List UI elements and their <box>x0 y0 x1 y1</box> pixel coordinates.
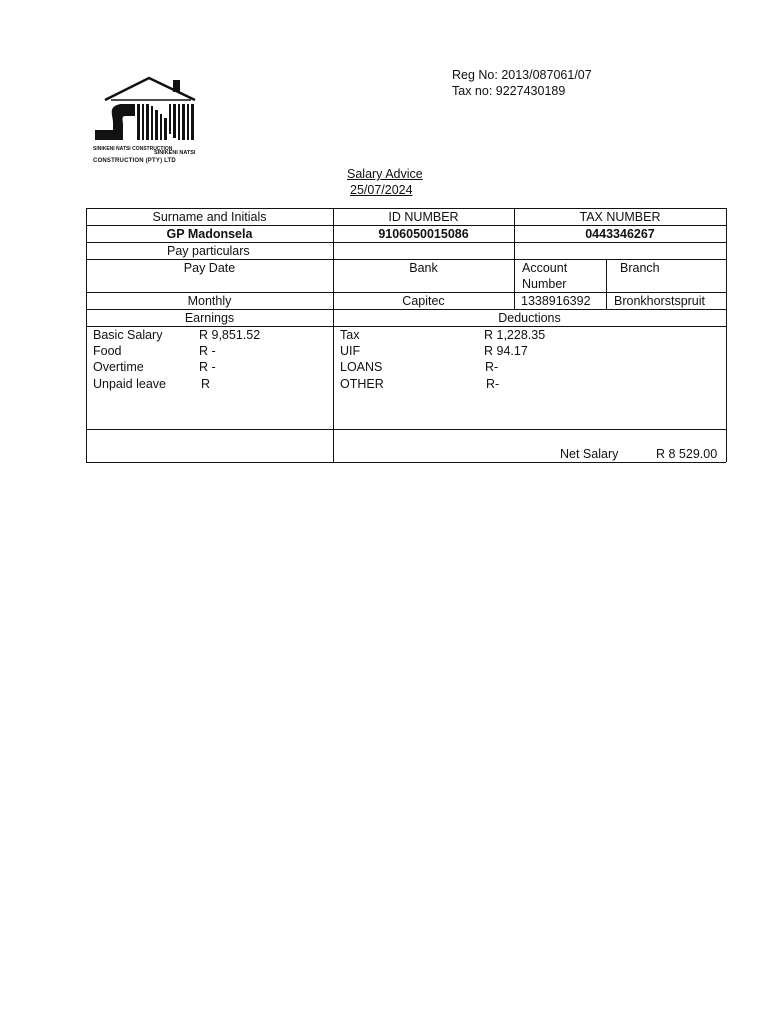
document-title: Salary Advice <box>347 167 423 181</box>
company-tax-number: Tax no: 9227430189 <box>452 84 566 98</box>
net-salary-value: R 8 529.00 <box>656 447 718 461</box>
earning-item-value: R - <box>199 344 216 358</box>
deduction-item-value: R 1,228.35 <box>484 328 546 342</box>
header-tax-number: TAX NUMBER <box>579 210 661 224</box>
earnings-label: Earnings <box>184 311 235 325</box>
bank-value: Capitec <box>402 294 445 308</box>
deduction-item-value: R- <box>485 360 499 374</box>
deduction-item-value: R 94.17 <box>484 344 528 358</box>
header-account-number: Account Number <box>522 261 568 291</box>
account-number-value: 1338916392 <box>521 294 591 308</box>
earning-item-value: R <box>201 377 211 391</box>
deduction-item-name: Tax <box>340 328 360 342</box>
earning-item-name: Basic Salary <box>93 328 163 342</box>
earning-item-name: Food <box>93 344 122 358</box>
employee-id-number: 9106050015086 <box>378 227 469 241</box>
deductions-label: Deductions <box>498 311 561 325</box>
deduction-item-name: LOANS <box>340 360 383 374</box>
branch-value: Bronkhorstspruit <box>614 294 706 308</box>
logo-company-name: SINIKENI NATSI <box>154 150 196 156</box>
employee-name: GP Madonsela <box>166 227 253 241</box>
earning-item-value: R 9,851.52 <box>199 328 261 342</box>
header-surname: Surname and Initials <box>152 210 267 224</box>
net-salary-label: Net Salary <box>560 447 619 461</box>
pay-date-value: Monthly <box>187 294 232 308</box>
logo-company-suffix: CONSTRUCTION (PTY) LTD <box>93 158 176 164</box>
document-date: 25/07/2024 <box>350 183 413 197</box>
header-bank: Bank <box>409 261 438 275</box>
pay-particulars-label: Pay particulars <box>167 244 250 258</box>
earning-item-name: Overtime <box>93 360 144 374</box>
deduction-item-value: R- <box>486 377 500 391</box>
header-pay-date: Pay Date <box>183 261 236 275</box>
header-branch: Branch <box>620 261 660 275</box>
earning-item-value: R - <box>199 360 216 374</box>
deduction-item-name: OTHER <box>340 377 384 391</box>
registration-number: Reg No: 2013/087061/07 <box>452 68 592 82</box>
earning-item-name: Unpaid leave <box>93 377 166 391</box>
header-id-number: ID NUMBER <box>388 210 459 224</box>
employee-tax-number: 0443346267 <box>585 227 655 241</box>
deduction-item-name: UIF <box>340 344 361 358</box>
logo-wordmark: SINIKENI NATSI CONSTRUCTION <box>93 146 173 152</box>
